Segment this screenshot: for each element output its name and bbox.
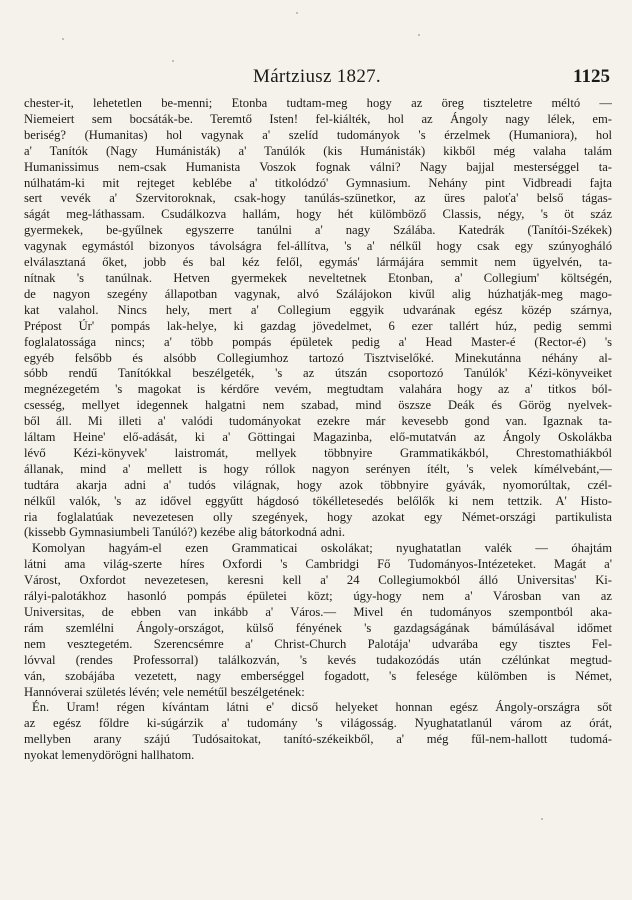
text-line: de nagyon szegény állapotban vagynak, alvó Szálájokon kivűl alig húzhatják-meg mago- bbox=[24, 286, 612, 301]
text-line: gyermekek, be-gyűlnek egyszerre tanúlni a' nagy Szálába. Katedrák (Tanítói-Székek) bbox=[24, 223, 612, 238]
text-line: egyéb felsőbb és alsóbb Collegiumhoz tartozó Tisztviselőké. Minekutánna néhány al- bbox=[24, 350, 612, 365]
paper-speck bbox=[62, 38, 64, 40]
running-title: Mártziusz 1827. bbox=[253, 66, 381, 87]
text-line: ria foglalatúak nevezetesen olly szegények, hogy azokat egy Német-országi partikulista bbox=[24, 509, 612, 524]
text-line: ből áll. Mi illeti a' valódi tudományokat ezekre már kevesebb gond van. Igaznak ta- bbox=[24, 414, 612, 429]
text-line: az egész főldre ki-súgárzik a' tudomány 's világosság. Nyughatatlanúl várom az órát, bbox=[24, 716, 612, 731]
text-line: lóvval (rendes Professorral) találkozván, 's kevés tudakozódás után czélúnkat megtud- bbox=[24, 652, 612, 667]
text-line: csesség, mellyet idegennek halgatni nem szabad, mind öszsze Deák és Görög nyelvek- bbox=[24, 398, 612, 413]
text-line: Én. Uram! régen kívántam látni e' dicső helyeket honnan egész Ángoly-országra sőt bbox=[32, 700, 612, 715]
text-line: chester-it, lehetetlen be-menni; Etonba tudtam-meg hogy az öreg tiszteletre méltó — bbox=[24, 96, 612, 110]
text-line: vagynak egymástól bizonyos távolságra fel-állítva, 's a' nélkűl hogy csak egy szúnyogháló bbox=[24, 239, 612, 254]
text-line: rályi-palotákhoz hasonló pompás épületei közt; úgy-hogy nem a' Városban van az bbox=[24, 589, 612, 604]
text-line: tudtára akarja adni a' tudós világnak, hogy azok többnyire gyávák, nyomorúltak, czél- bbox=[24, 477, 612, 492]
text-line: kat valahol. Nincs hely, mert a' Collegium eggyik udvarának egész közép szárnya, bbox=[24, 302, 612, 317]
text-line: Hannóverai születés lévén; vele nemétűl beszélgetének: bbox=[24, 684, 305, 699]
text-line: nem vesztegetém. Szerencsémre a' Christ-Church Palotája' udvarába egy tisztes Fel- bbox=[24, 636, 612, 651]
text-line: Niemeiert sem bocsáták-be. Teremtő Isten! fel-kiálték, hol az Ángoly nagy lélek, em- bbox=[24, 111, 612, 126]
text-line: láltam Heine' elő-adását, ki a' Göttingai Magazinba, elő-mutatván az Ángoly Oskolákba bbox=[24, 430, 612, 445]
text-line: látni ama világ-szerte híres Oxfordi 's Cambridgi Fő Tudományos-Intézeteket. Magát a' bbox=[24, 557, 612, 572]
text-line: elválasztaná őket, jobb és bal kéz felől, egymás' lármájára semmit nem ügyelvén, ta- bbox=[24, 255, 612, 270]
text-line: megnézegetém 's magokat is kérdőre vevém, megtudtam valahára hogy az a' titkos ból- bbox=[24, 382, 612, 397]
text-line: núlhatám-ki mit rejteget keblébe a' titkolódzó' Gymnasium. Nehány pint Vidbreadi fajta bbox=[24, 175, 612, 190]
page-number: 1125 bbox=[573, 66, 610, 87]
text-line: nélkűl valók, 's az idővel eggyűtt hágdosó tökélletesedés belőlők ki nem tettzik. A' Histo- bbox=[24, 493, 612, 508]
body-text bbox=[24, 96, 612, 764]
text-line: nítnak 's tanúlnak. Hetven gyermekek neveltetnek Etonban, a' Collegium' költségén, bbox=[24, 270, 612, 285]
text-line: Komolyan hagyám-el ezen Grammaticai oskolákat; nyughatatlan valék — óhajtám bbox=[32, 541, 612, 556]
text-line: nyokat lemenydörögni hallhatom. bbox=[24, 748, 195, 763]
text-line: a' Tanítók (Nagy Humánisták) a' Tanúlók (kis Humánisták) kikből még valaha talám bbox=[24, 143, 612, 158]
paper-speck bbox=[172, 60, 174, 62]
text-line: (kissebb Gymnasiumbeli Tanúló?) kezébe alig bátorkodná adni. bbox=[24, 525, 345, 540]
text-line: lévő Kézi-könyvek' laistromát, mellyek többnyire Grammatikákból, Chrestomathiákból bbox=[24, 445, 612, 460]
text-line: foglalatossága nincs; a' több pompás épületek pedig a' Head Master-é (Rector-é) 's bbox=[24, 334, 612, 349]
text-line: beriség? (Humanitas) hol vagynak a' szelíd tudományok 's érzelmek (Humaniora), hol bbox=[24, 127, 612, 142]
text-line: ságát meg-láthassam. Csudálkozva hallám, hogy hét külömböző Classis, négy, 's öt száz bbox=[24, 207, 612, 222]
text-line: mellyben arany szájú Tudósaitokat, tanító-székeikből, a' még fűl-nem-hallott tudomá- bbox=[24, 732, 612, 747]
paper-speck bbox=[418, 34, 420, 36]
text-line: Universitas, de ebben van inkább a' Város.— Mivel én tudományos szempontból aka- bbox=[24, 605, 612, 619]
paper-speck bbox=[541, 818, 543, 820]
text-line: Humanissimus nem-csak Humanista Voszok fognak válni? Nagy bajjal mesterséggel ta- bbox=[24, 159, 612, 174]
text-line: sóbb rendű Tanítókkal beszélgeték, 's az útszán csoportozó Tanúlók' Kézi-könyveiket bbox=[24, 366, 612, 381]
text-line: Prépost Úr' pompás lak-helye, ki gazdag jövedelmet, 6 ezer tallért húz, pedig semmi bbox=[24, 318, 612, 333]
page-header bbox=[24, 66, 610, 88]
text-line: rám szemlélni Ángoly-országot, külső fényének 's gazdagságának bámúlásával időmet bbox=[24, 620, 612, 635]
text-line: Várost, Oxfordot nevezetesen, keresni kell a' 24 Collegiumokból álló Universitas' Ki- bbox=[24, 573, 612, 588]
paper-speck bbox=[296, 12, 298, 14]
text-line: ván, szobájába vezetett, nagy emberséggel fogadott, 's felesége külömben is Német, bbox=[24, 668, 612, 683]
text-line: állanak, mind a' mellett is hogy róllok nagyon serényen ítélt, 's velek kímélvebánt,— bbox=[24, 461, 612, 476]
text-line: sert vevék a' Szervitoroknak, csak-hogy tanúlás-szünetkor, az üres paloťa' belső tágas- bbox=[24, 191, 612, 206]
